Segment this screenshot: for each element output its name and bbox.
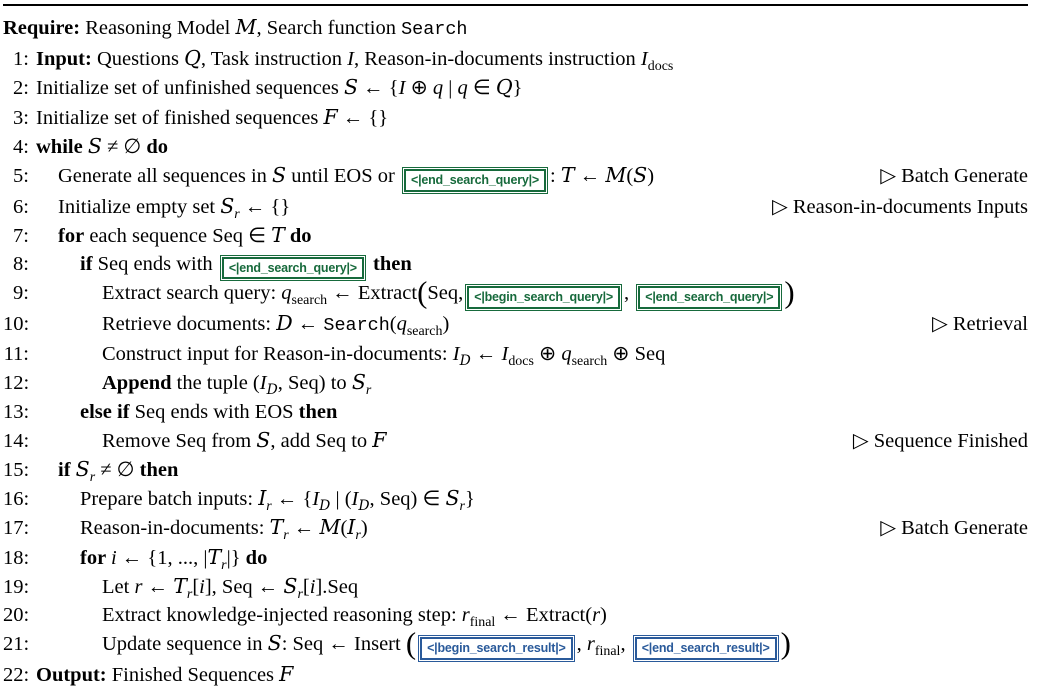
text: until EOS or (286, 165, 400, 188)
text: ) (442, 312, 450, 335)
comment-text: Reason-in-documents Inputs (792, 195, 1028, 218)
subscript: search (406, 324, 443, 340)
math-cal: S (75, 456, 90, 481)
text: , Reason-in-documents instruction (353, 48, 641, 71)
line-content (36, 426, 387, 455)
text: } (512, 77, 523, 100)
math-cal: F (372, 427, 387, 452)
text: Extract search query: (102, 282, 282, 305)
algo-line (3, 44, 1028, 73)
math-cal: T (269, 515, 284, 540)
subscript: r (266, 499, 272, 515)
line-number: 5: (13, 165, 29, 188)
math-cal: S (272, 163, 287, 188)
text: ← {} (337, 106, 389, 129)
text: Remove Seq from (102, 429, 257, 452)
text: ∈ (467, 77, 496, 100)
algo-line (3, 601, 1028, 629)
line-comment (839, 427, 1028, 455)
math-var: I (351, 488, 359, 511)
begin-search-query-token: <|begin_search_query|> (467, 286, 620, 309)
text: ← { (271, 488, 313, 511)
math-cal: S (343, 75, 359, 100)
text: ( (389, 312, 397, 335)
line-content (36, 626, 791, 661)
math-var: i (110, 546, 117, 569)
math-var: q (457, 77, 468, 100)
math-var: I (501, 343, 509, 366)
line-content (36, 601, 607, 629)
subscript: final (469, 615, 496, 631)
keyword: then (298, 400, 338, 423)
begin-search-result-token: <|begin_search_result|> (420, 637, 573, 660)
math-var: q (396, 312, 407, 335)
text: ← {} (239, 195, 291, 218)
line-content (36, 192, 290, 221)
text: , Seq) ∈ (369, 488, 446, 511)
subscript: r (221, 557, 227, 573)
math-cal: M (319, 515, 341, 540)
math-cal: T (207, 544, 222, 569)
line-content (36, 73, 523, 102)
algo-line (3, 250, 1028, 280)
text: Let (102, 575, 135, 598)
keyword: if (58, 458, 76, 481)
text: [ (192, 575, 200, 598)
text: ← Extract( (495, 603, 593, 626)
subscript: r (355, 528, 361, 544)
line-content (36, 250, 412, 280)
text: [ (302, 575, 310, 598)
math-cal: S (220, 193, 235, 218)
text: , Seq) to (277, 372, 352, 395)
subscript: r (459, 499, 465, 515)
line-number: 2: (13, 77, 29, 100)
math-cal: T (271, 222, 285, 247)
math-var: r (134, 575, 143, 598)
comment-marker-icon: ▷ (880, 517, 896, 540)
algo-line (3, 455, 1028, 484)
subscript: D (358, 498, 370, 515)
line-number: 16: (3, 488, 30, 511)
math-var: q (281, 282, 292, 305)
text: ← (470, 343, 502, 366)
comment-marker-icon: ▷ (852, 429, 869, 452)
big-paren: ( (405, 626, 417, 661)
algo-line (3, 426, 1028, 455)
comment-marker-icon: ▷ (931, 312, 948, 335)
text: Reasoning Model (80, 17, 236, 39)
math-var: i (309, 575, 316, 598)
line-content (36, 660, 293, 687)
text: Retrieve documents: (102, 312, 277, 335)
text: |} (226, 546, 246, 569)
algo-line (3, 340, 1028, 368)
comment-text: Retrieval (952, 312, 1028, 335)
line-content (36, 44, 673, 73)
top-rule (3, 4, 1028, 6)
text: ← (142, 575, 174, 598)
text: , Search function (256, 17, 402, 39)
math-var: r (592, 603, 601, 626)
line-number: 13: (3, 400, 30, 423)
line-content (36, 340, 665, 368)
line-number: 8: (13, 252, 29, 275)
line-content (36, 398, 337, 426)
math-cal: I (258, 486, 267, 511)
algo-line (3, 132, 1028, 161)
line-number: 12: (3, 372, 30, 395)
line-content (36, 368, 371, 397)
text: ← (288, 517, 320, 540)
line-number: 6: (13, 195, 29, 218)
text: Finished Sequences (106, 663, 280, 686)
comment-marker-icon: ▷ (771, 195, 788, 218)
comment-text: Batch Generate (901, 165, 1028, 188)
math-cal: S (87, 133, 102, 158)
text: ≠ ∅ (95, 458, 140, 481)
algo-line (3, 543, 1028, 572)
line-number: 1: (13, 48, 29, 71)
big-paren: ) (780, 626, 791, 661)
keyword: do (284, 224, 312, 247)
text: Construct input for Reason-in-documents: (102, 343, 453, 366)
subscript: docs (508, 354, 534, 370)
keyword: while (36, 135, 88, 158)
line-number: 21: (3, 633, 30, 656)
text: ≠ ∅ (101, 135, 147, 158)
text: ⊕ (405, 77, 433, 100)
subscript: D (266, 382, 278, 399)
end-search-query-token: <|end_search_query|> (638, 286, 780, 309)
text: each sequence Seq ∈ (84, 224, 272, 247)
line-content (36, 484, 475, 513)
text: Extract knowledge-injected reasoning step: (102, 603, 462, 626)
algo-line (3, 626, 1028, 661)
text: ← (292, 312, 324, 335)
keyword: Output: (36, 663, 107, 686)
text: , (624, 282, 635, 305)
line-number: 9: (13, 282, 29, 305)
line-number: 4: (13, 135, 29, 158)
math-cal: Q (495, 75, 513, 100)
math-cal: S (445, 486, 460, 511)
math-cal: S (267, 631, 282, 656)
line-number: 3: (13, 106, 29, 129)
math-var: I (452, 343, 460, 366)
line-content (36, 309, 449, 340)
algo-line (3, 309, 1028, 340)
text: Seq, (427, 282, 464, 305)
text: ← (574, 165, 606, 188)
math-var: r (586, 633, 595, 656)
text: , add Seq to (270, 429, 373, 452)
subscript: r (186, 586, 193, 602)
math-cal: I (347, 515, 356, 540)
line-comment (918, 310, 1028, 338)
subscript: search (291, 293, 328, 309)
math-cal: Q (184, 46, 201, 71)
algo-line (3, 484, 1028, 513)
math-cal: D (276, 310, 293, 335)
code-text: Search (323, 314, 390, 336)
end-search-query-token: <|end_search_query|> (404, 169, 546, 192)
algo-line (3, 103, 1028, 132)
math-var: I (312, 488, 320, 511)
subscript: D (459, 353, 471, 370)
math-var: I (259, 372, 267, 395)
keyword: do (146, 135, 169, 158)
text: ) (360, 517, 368, 540)
comment-text: Batch Generate (901, 517, 1028, 540)
text: Initialize empty set (58, 195, 221, 218)
line-number: 7: (13, 224, 29, 247)
algo-line (3, 161, 1028, 192)
math-cal: S (283, 573, 298, 598)
text: | ( (330, 488, 352, 511)
text: Reason-in-documents: (80, 517, 270, 540)
math-var: i (199, 575, 205, 598)
math-var: q (561, 343, 572, 366)
algo-line (3, 276, 1028, 311)
keyword: then (139, 458, 179, 481)
comment-text: Sequence Finished (873, 429, 1028, 452)
text: ], Seq ← (204, 575, 284, 598)
code-text: Search (401, 19, 468, 40)
line-content (36, 161, 654, 192)
text: , (620, 633, 631, 656)
line-comment (758, 193, 1028, 221)
line-content (36, 513, 368, 542)
end-search-result-token: <|end_search_result|> (635, 637, 777, 660)
text: Seq ends with EOS (129, 400, 299, 423)
subscript: r (283, 528, 289, 544)
line-comment (866, 514, 1028, 542)
line-number: 18: (3, 546, 30, 569)
math-cal: S (351, 370, 366, 395)
subscript: final (594, 644, 621, 660)
big-paren: ( (417, 276, 428, 311)
subscript: docs (647, 59, 674, 75)
text: Prepare batch inputs: (80, 488, 259, 511)
end-search-query-token: <|end_search_query|> (222, 257, 364, 280)
algo-line (3, 221, 1028, 250)
algo-line (3, 368, 1028, 397)
text: ( (626, 165, 634, 188)
text: ⊕ Seq (607, 343, 666, 366)
algo-line (3, 73, 1028, 102)
line-content (36, 103, 388, 132)
line-number: 14: (3, 429, 30, 452)
math-var: r (461, 603, 470, 626)
text: ← { (358, 77, 399, 100)
algo-line (3, 572, 1028, 601)
subscript: r (89, 470, 96, 486)
math-cal: S (633, 163, 648, 188)
math-cal: F (323, 104, 338, 129)
math-var: I (347, 48, 354, 71)
text: } (464, 488, 475, 511)
subscript: r (365, 383, 372, 399)
line-number: 22: (3, 663, 30, 686)
text: Generate all sequences in (58, 165, 273, 188)
math-cal: T (560, 163, 575, 188)
keyword: for (58, 224, 85, 247)
line-number: 17: (3, 517, 30, 540)
line-content (36, 132, 168, 161)
keyword: if (80, 252, 93, 275)
big-paren: ) (784, 276, 795, 311)
keyword: do (245, 546, 268, 569)
math-cal: F (279, 661, 294, 686)
math-cal: M (605, 163, 627, 188)
math-var: I (640, 48, 648, 71)
text: Initialize set of unfinished sequences (36, 77, 344, 100)
text: Update sequence in (102, 633, 268, 656)
line-number: 10: (3, 312, 30, 335)
subscript: D (319, 498, 331, 515)
text: ← Extract (327, 282, 418, 305)
text: ].Seq (315, 575, 359, 598)
text: ) (647, 165, 655, 188)
text: Seq ends with (92, 252, 218, 275)
line-content (36, 572, 358, 601)
line-number: 11: (3, 343, 29, 366)
algo-line (3, 513, 1028, 542)
line-number: 15: (3, 458, 30, 481)
algo-line (3, 398, 1028, 426)
math-cal: T (173, 573, 187, 598)
text: ) (600, 603, 607, 626)
line-content (3, 13, 468, 44)
text: ( (340, 517, 348, 540)
text: : Seq ← Insert (281, 633, 406, 656)
keyword: Input: (36, 48, 92, 71)
math-cal: S (256, 427, 271, 452)
text: ← {1, ..., | (116, 546, 208, 569)
text: Questions (91, 48, 185, 71)
comment-marker-icon: ▷ (880, 165, 896, 188)
keyword: then (367, 252, 412, 275)
subscript: search (571, 354, 608, 370)
keyword: Require: (3, 17, 81, 39)
algo-line (3, 13, 1028, 44)
line-comment (866, 162, 1028, 190)
text: , Task instruction (200, 48, 348, 71)
math-cal: M (235, 15, 257, 39)
keyword: else if (80, 400, 130, 423)
math-var: I (398, 77, 406, 100)
keyword: for (80, 546, 111, 569)
algo-line (3, 660, 1028, 687)
text: : (550, 165, 561, 188)
algorithm-body (3, 13, 1028, 687)
subscript: r (234, 206, 240, 222)
subscript: r (297, 586, 303, 602)
algo-line (3, 192, 1028, 221)
line-content (36, 455, 178, 484)
line-number: 19: (3, 575, 30, 598)
text: ⊕ (533, 343, 562, 366)
text: , (576, 633, 587, 656)
text: | (443, 77, 458, 100)
line-content (36, 276, 795, 311)
keyword: Append (102, 372, 172, 395)
text: the tuple ( (171, 372, 260, 395)
line-number: 20: (3, 603, 30, 626)
line-content (36, 543, 267, 572)
math-var: q (432, 77, 444, 100)
text: Initialize set of finished sequences (36, 106, 324, 129)
line-content (36, 221, 312, 250)
